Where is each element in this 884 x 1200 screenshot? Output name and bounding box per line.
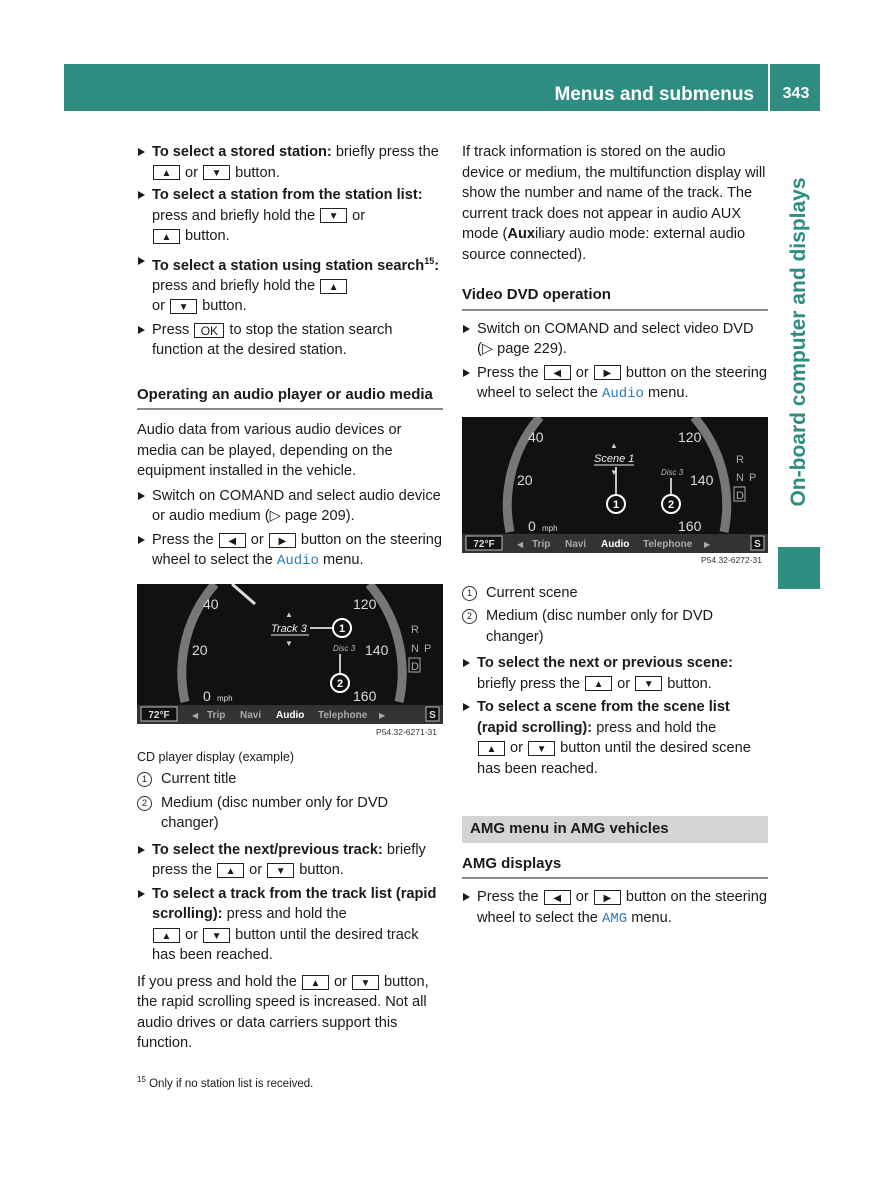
step-label: To select a station from the station list: <box>152 187 423 203</box>
step-text: or <box>571 889 593 905</box>
temperature: 72°F <box>148 709 170 721</box>
instruction-step <box>137 840 443 881</box>
scroll-down-icon: ▼ <box>285 638 293 648</box>
section-heading: AMG displays <box>462 854 768 880</box>
step-text: button on the steering wheel to select the <box>477 364 768 401</box>
gear-indicator: R <box>736 453 744 466</box>
section-heading: Operating an audio player or audio media <box>137 385 443 411</box>
menu-item-telephone: Telephone <box>318 709 368 721</box>
left-arrow-key-icon: ◀ <box>219 533 246 548</box>
figure-reference: P54.32-6271-31 <box>376 726 437 737</box>
step-text: briefly press the <box>331 144 439 160</box>
paragraph: Audio data from various audio devices or media can be played, depending on the equipment installed in the vehicle. <box>137 422 402 480</box>
step-text: or <box>246 531 268 548</box>
legend-item <box>462 583 768 604</box>
instruction-step <box>137 142 443 183</box>
down-arrow-key-icon: ▼ <box>203 928 230 943</box>
step-text: press and briefly hold the <box>152 207 320 224</box>
instruction-step <box>137 530 443 572</box>
menu-item-audio: Audio <box>276 709 305 721</box>
menu-name: Audio <box>601 386 644 402</box>
menu-left-arrow-icon: ◀ <box>517 539 524 549</box>
speed-label: 20 <box>192 641 208 658</box>
step-text: menu. <box>627 909 672 926</box>
callout-number-icon: 2 <box>462 609 477 624</box>
step-label: To select the next/previous track: <box>152 841 383 858</box>
step-text: press and hold the <box>592 719 717 736</box>
gear-indicator: D <box>411 660 419 673</box>
callout-number-icon: 1 <box>462 586 477 601</box>
legend-text: Current title <box>161 771 237 788</box>
page-title: Menus and submenus <box>554 84 754 105</box>
legend-text: Medium (disc number only for DVD changer) <box>161 794 389 832</box>
instruction-step: Switch on COMAND and select audio device or audio medium (▷ page 209). <box>137 486 443 527</box>
step-label: : <box>434 257 440 274</box>
step-text: or <box>348 207 366 224</box>
paragraph-text: button, the rapid scrolling speed is increased. Not all audio drives or data carriers support this function. <box>137 973 429 1052</box>
step-text: or <box>152 298 170 315</box>
footnote <box>137 1075 313 1090</box>
disc-label: Disc 3 <box>333 643 356 653</box>
up-arrow-key-icon: ▲ <box>585 676 612 691</box>
paragraph-text: If track information is stored on the audio device or medium, the multifunction display will show the number and name of the track. The current track does not appear in audio AUX mode ( <box>462 144 766 242</box>
down-arrow-key-icon: ▼ <box>635 676 662 691</box>
step-label: To select a station using station search <box>152 257 425 274</box>
menu-item-navi: Navi <box>240 709 262 721</box>
step-text: or <box>506 740 528 756</box>
step-text: or <box>571 364 593 381</box>
step-text: button. <box>198 298 247 315</box>
step-label: To select the next or previous scene: <box>477 655 734 671</box>
scene-title: Scene 1 <box>594 452 635 465</box>
instruction-step <box>462 887 768 929</box>
instruction-step <box>137 251 443 317</box>
left-column <box>137 142 443 1054</box>
step-text: or <box>181 926 203 943</box>
right-column <box>462 142 768 929</box>
up-arrow-key-icon: ▲ <box>478 741 505 756</box>
menu-item-trip: Trip <box>532 538 551 550</box>
menu-item-audio: Audio <box>601 538 630 550</box>
left-arrow-key-icon: ◀ <box>544 365 571 380</box>
footnote-text: Only if no station list is received. <box>145 1077 314 1090</box>
cd-player-display-figure <box>137 584 443 740</box>
step-text: press and hold the <box>222 906 347 923</box>
down-arrow-key-icon: ▼ <box>203 165 230 180</box>
legend-text: Medium (disc number only for DVD changer) <box>486 608 714 645</box>
instruction-step: Switch on COMAND and select video DVD (▷ page 229). <box>462 319 768 360</box>
menu-name: Audio <box>276 553 319 570</box>
video-dvd-display-figure <box>462 417 768 567</box>
page-number: 343 <box>782 85 810 102</box>
instruction-step <box>462 697 768 779</box>
header-bar <box>64 64 820 111</box>
right-arrow-key-icon: ▶ <box>269 533 296 548</box>
step-text: menu. <box>643 385 689 401</box>
gear-indicator: N <box>736 471 744 484</box>
up-arrow-key-icon: ▲ <box>320 279 347 294</box>
speed-label: 160 <box>678 517 702 534</box>
step-text: Press the <box>477 889 543 905</box>
step-text: or <box>613 675 635 692</box>
callout-number-icon: 2 <box>137 796 152 811</box>
paragraph-text: iliary audio mode: external audio source connected). <box>462 226 746 263</box>
menu-item-navi: Navi <box>565 538 587 550</box>
step-label: To select a stored station: <box>152 144 332 160</box>
instruction-step <box>137 320 443 361</box>
ok-key-icon: OK <box>194 323 224 338</box>
gear-indicator: R <box>411 623 419 636</box>
up-arrow-key-icon: ▲ <box>153 165 180 180</box>
gear-indicator: P <box>749 471 757 484</box>
up-arrow-key-icon: ▲ <box>302 975 329 990</box>
up-arrow-key-icon: ▲ <box>217 863 244 878</box>
step-text: Press the <box>477 364 543 381</box>
up-arrow-key-icon: ▲ <box>153 928 180 943</box>
gear-indicator: N <box>411 642 419 655</box>
menu-s: S <box>429 709 436 721</box>
down-arrow-key-icon: ▼ <box>320 208 347 223</box>
step-text: button. <box>663 675 712 692</box>
header-divider <box>768 64 770 111</box>
scroll-up-icon: ▲ <box>285 609 293 619</box>
figure-caption: CD player display (example) <box>137 749 295 764</box>
step-text: Press the <box>152 531 218 548</box>
step-text: or <box>245 862 267 879</box>
legend-item <box>137 793 443 834</box>
speed-label: 40 <box>203 595 219 612</box>
speed-label: 20 <box>517 471 533 488</box>
step-text: briefly press the <box>152 841 426 879</box>
down-arrow-key-icon: ▼ <box>170 299 197 314</box>
paragraph <box>137 972 443 1054</box>
speed-unit: mph <box>217 693 233 703</box>
temperature: 72°F <box>473 538 495 550</box>
down-arrow-key-icon: ▼ <box>528 741 555 756</box>
footnote-number: 15 <box>137 1075 146 1084</box>
speed-label: 120 <box>353 595 377 612</box>
scroll-up-icon: ▲ <box>610 440 618 450</box>
step-text: menu. <box>318 552 364 569</box>
down-arrow-key-icon: ▼ <box>352 975 379 990</box>
step-text: button. <box>295 862 344 879</box>
gear-indicator: D <box>736 489 744 502</box>
chapter-tab <box>778 140 820 547</box>
legend-item <box>137 769 443 790</box>
instruction-step <box>462 653 768 694</box>
speed-label: 140 <box>690 471 714 488</box>
section-band: AMG menu in AMG vehicles <box>462 816 768 843</box>
instruction-step <box>462 363 768 405</box>
callout-number: 1 <box>612 498 620 511</box>
legend-text: Current scene <box>486 584 578 601</box>
instruction-step <box>137 884 443 966</box>
scroll-down-icon: ▼ <box>610 467 618 477</box>
speed-label: 40 <box>528 428 544 445</box>
step-text: button until the desired track has been reached. <box>152 926 419 964</box>
paragraph <box>462 142 768 265</box>
down-arrow-key-icon: ▼ <box>267 863 294 878</box>
step-text: button. <box>231 164 280 181</box>
speed-label: 140 <box>365 641 389 658</box>
speed-unit: mph <box>542 523 558 533</box>
footnote-ref: 15 <box>424 255 435 266</box>
track-title: Track 3 <box>271 622 307 635</box>
speed-label: 120 <box>678 428 702 445</box>
paragraph-emphasis: Aux <box>507 226 535 242</box>
step-text: Press <box>152 321 194 338</box>
menu-right-arrow-icon: ▶ <box>379 710 386 720</box>
up-arrow-key-icon: ▲ <box>153 229 180 244</box>
speed-label: 160 <box>353 687 377 704</box>
disc-label: Disc 3 <box>661 467 684 477</box>
step-text: or <box>181 164 203 181</box>
callout-number: 2 <box>336 677 344 690</box>
speed-label: 0 <box>528 517 536 534</box>
paragraph-text: or <box>329 973 351 990</box>
menu-name: AMG <box>601 910 628 927</box>
right-arrow-key-icon: ▶ <box>594 365 621 380</box>
step-text: button on the steering wheel to select the <box>152 531 443 569</box>
menu-left-arrow-icon: ◀ <box>192 710 199 720</box>
instruction-step <box>137 185 443 247</box>
callout-number: 1 <box>338 622 346 635</box>
figure-reference: P54.32-6272-31 <box>701 554 762 565</box>
callout-number: 2 <box>667 498 675 511</box>
section-heading: Video DVD operation <box>462 285 768 311</box>
left-arrow-key-icon: ◀ <box>544 890 571 905</box>
step-label: To select a track from the track list (rapid scrolling): <box>152 885 437 923</box>
menu-item-telephone: Telephone <box>643 538 693 550</box>
menu-s: S <box>754 538 761 550</box>
right-arrow-key-icon: ▶ <box>594 890 621 905</box>
legend-item <box>462 606 768 647</box>
gear-indicator: P <box>424 642 432 655</box>
menu-right-arrow-icon: ▶ <box>704 539 711 549</box>
step-text: to stop the station search function at the desired station. <box>152 321 393 359</box>
step-text: button. <box>181 228 230 244</box>
paragraph-text: If you press and hold the <box>137 973 301 990</box>
callout-number-icon: 1 <box>137 772 152 787</box>
menu-item-trip: Trip <box>207 709 226 721</box>
step-text: button on the steering wheel to select the <box>477 889 768 926</box>
step-label: To select a scene from the scene list (rapid scrolling): <box>477 699 730 736</box>
speed-label: 0 <box>203 687 211 704</box>
chapter-tab-label: On-board computer and displays <box>787 177 810 507</box>
step-text: button until the desired scene has been reached. <box>477 740 751 777</box>
step-text: press and briefly hold the <box>152 277 320 294</box>
step-text: briefly press the <box>477 675 585 692</box>
chapter-tab-marker <box>778 547 820 589</box>
